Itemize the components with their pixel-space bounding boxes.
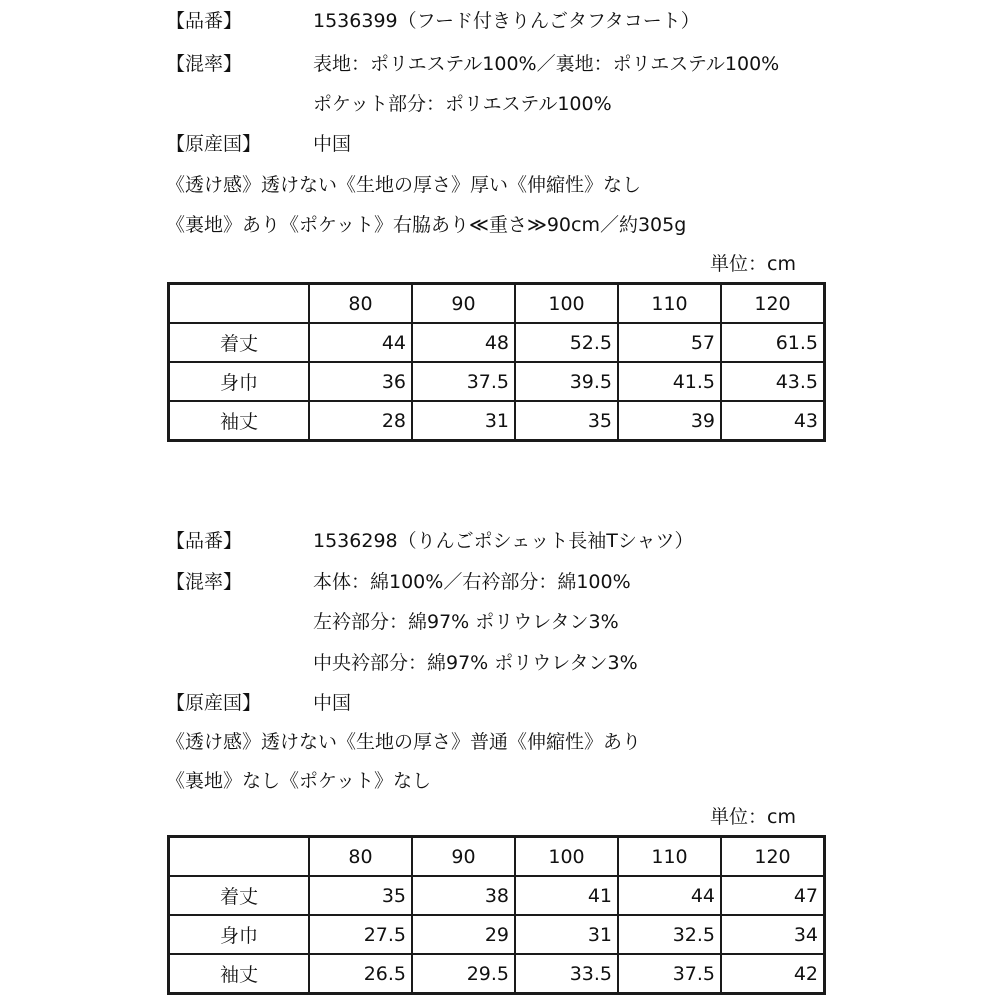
size-header-row	[169, 837, 825, 877]
table-cell: 33.5	[515, 954, 618, 994]
size-header-cell: 110	[618, 284, 721, 324]
table-row	[169, 876, 825, 915]
table-cell: 44	[309, 323, 412, 362]
header-cell-blank	[169, 837, 310, 877]
table-cell: 57	[618, 323, 721, 362]
row-label: 身巾	[169, 362, 310, 401]
material-line-1: 表地：ポリエステル100%／裏地：ポリエステル100%	[313, 53, 780, 75]
table-cell: 34	[721, 915, 825, 954]
table-cell: 48	[412, 323, 515, 362]
table-row	[169, 362, 825, 401]
table-cell: 35	[515, 401, 618, 441]
item-number-label: 【品番】	[166, 530, 243, 552]
origin-value: 中国	[313, 692, 352, 714]
row-label: 身巾	[169, 915, 310, 954]
table-cell: 44	[618, 876, 721, 915]
material-line-1: 本体：綿100%／右衿部分：綿100%	[313, 571, 631, 593]
header-cell-blank	[169, 284, 310, 324]
fabric-note-2: 《裏地》なし《ポケット》なし	[166, 770, 432, 792]
table-cell: 43	[721, 401, 825, 441]
fabric-note-1: 《透け感》透けない《生地の厚さ》普通《伸縮性》あり	[166, 731, 642, 753]
size-header-cell: 110	[618, 837, 721, 877]
table-cell: 43.5	[721, 362, 825, 401]
item-number-label: 【品番】	[166, 10, 243, 32]
row-label: 着丈	[169, 323, 310, 362]
material-line-2: 左衿部分：綿97% ポリウレタン3%	[313, 611, 619, 633]
table-cell: 52.5	[515, 323, 618, 362]
size-table	[167, 835, 826, 995]
table-cell: 42	[721, 954, 825, 994]
table-cell: 31	[412, 401, 515, 441]
table-cell: 29.5	[412, 954, 515, 994]
table-cell: 36	[309, 362, 412, 401]
material-label: 【混率】	[166, 571, 243, 593]
origin-label: 【原産国】	[166, 133, 262, 155]
table-row	[169, 401, 825, 441]
table-cell: 35	[309, 876, 412, 915]
size-header-cell: 80	[309, 837, 412, 877]
table-cell: 32.5	[618, 915, 721, 954]
row-label: 袖丈	[169, 954, 310, 994]
table-cell: 61.5	[721, 323, 825, 362]
table-cell: 39.5	[515, 362, 618, 401]
table-cell: 31	[515, 915, 618, 954]
table-cell: 26.5	[309, 954, 412, 994]
table-cell: 47	[721, 876, 825, 915]
item-number: 1536399（フード付きりんごタフタコート）	[313, 10, 700, 32]
size-header-cell: 100	[515, 837, 618, 877]
size-header-row	[169, 284, 825, 324]
fabric-note-1: 《透け感》透けない《生地の厚さ》厚い《伸縮性》なし	[166, 174, 642, 196]
table-cell: 38	[412, 876, 515, 915]
table-cell: 37.5	[412, 362, 515, 401]
item-number: 1536298（りんごポシェット長袖Tシャツ）	[313, 530, 694, 552]
table-cell: 28	[309, 401, 412, 441]
table-row	[169, 915, 825, 954]
material-line-3: 中央衿部分：綿97% ポリウレタン3%	[313, 652, 638, 674]
table-row	[169, 954, 825, 994]
size-header-cell: 120	[721, 837, 825, 877]
origin-label: 【原産国】	[166, 692, 262, 714]
unit-label: 単位：cm	[710, 253, 796, 275]
material-label: 【混率】	[166, 53, 243, 75]
table-cell: 41.5	[618, 362, 721, 401]
row-label: 袖丈	[169, 401, 310, 441]
unit-label: 単位：cm	[710, 806, 796, 828]
size-header-cell: 100	[515, 284, 618, 324]
row-label: 着丈	[169, 876, 310, 915]
table-cell: 39	[618, 401, 721, 441]
table-cell: 41	[515, 876, 618, 915]
table-cell: 29	[412, 915, 515, 954]
size-header-cell: 120	[721, 284, 825, 324]
size-table	[167, 282, 826, 442]
size-header-cell: 90	[412, 837, 515, 877]
size-header-cell: 90	[412, 284, 515, 324]
table-cell: 37.5	[618, 954, 721, 994]
size-header-cell: 80	[309, 284, 412, 324]
table-row	[169, 323, 825, 362]
table-cell: 27.5	[309, 915, 412, 954]
origin-value: 中国	[313, 133, 352, 155]
material-line-2: ポケット部分：ポリエステル100%	[313, 93, 612, 115]
fabric-note-2: 《裏地》あり《ポケット》右脇あり≪重さ≫90cm／約305g	[166, 214, 687, 236]
